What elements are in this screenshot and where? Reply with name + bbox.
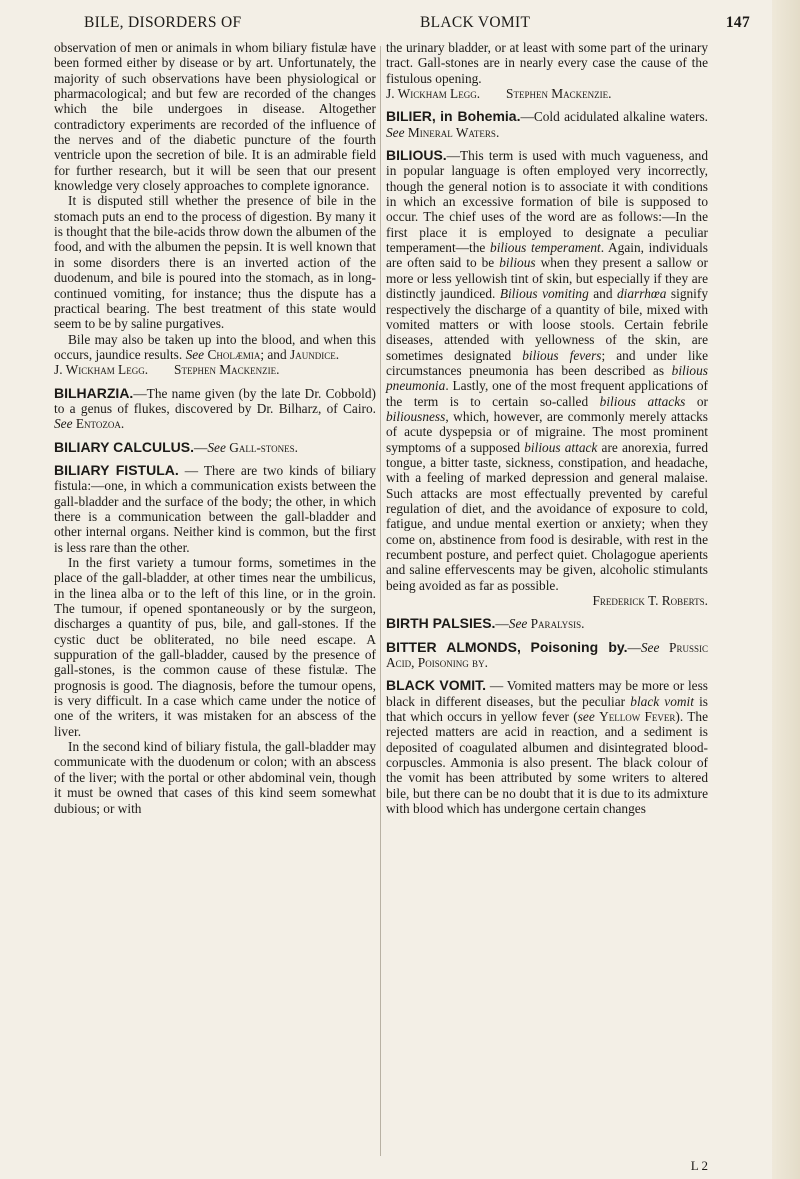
headword: BITTER ALMONDS, [386,638,521,655]
running-header [40,14,750,36]
text: . [120,416,125,432]
entry-biliary-calculus [54,440,376,455]
text: —Cold acidulated alkaline waters. [520,109,708,125]
text: . [495,124,500,140]
text: when they present a sallow or more or less yellowish tint of skin, but especially if they are distinctly jaundiced. [386,255,708,302]
author-signature [54,362,376,377]
headword: BLACK VOMIT. [386,677,487,694]
paragraph: In the second kind of biliary fistula, the gall-bladder may communicate with the duodenum or colon; with an abscess of the liver; with the portal or other abdominal vein, though it must be owned that cases of this kind seem somewhat dubious; or with [54,739,376,816]
italic-term: biliousness [386,408,446,424]
italic-term: bilious attacks [599,393,686,409]
headword: BILHARZIA. [54,384,134,401]
text: are anorexia, furred tongue, a bitter taste, sickness, constipation, and headache, with a feeling of marked depression and general malaise. Such attacks are most effectually prevented by careful regulation of diet, and the avoidance of exposure to cold, fatigue, and undue mental exertion or anxiety; when they come on, abstinence from food is desirable, with rest in the recumbent posture, and perfect quiet. Cholagogue aperients and saline effervescents may be given, alcoholic stimulants being avoided as far as possible. [386,439,708,593]
headword: BILIER, [386,108,436,125]
paragraph: It is disputed still whether the presence of bile in the stomach puts an end to the process of digestion. By many it is thought that the bile-acids throw down the albumen of the food, and with the albumen the pepsin. It is well known that in some disorders there is an inverted action of the duodenum, and bile is poured into the stomach, as in long-continued vomiting, for instance; thus the dispute has a practical bearing. The best treatment of this state would seem to be by saline purgatives. [54,193,376,332]
italic-term: diarrhœa [617,286,667,302]
text: Bile may also be taken up into the blood, and when this occurs, jaundice results. [54,331,376,362]
entry-biliary-fistula [54,463,376,555]
author-name: Stephen Mackenzie. [174,362,280,378]
cross-reference: Cholæmia [207,346,261,362]
text: ). The rejected matters are acid in reaction, and a sediment is deposited of coagulated albumen and disintegrated blood-corpuscles. Ammonia is also present. The black colour of the vomit has been attributed by some writers to altered bile, but there can be no doubt that it is due to its admixture with blood which has undergone certain changes [386,709,708,817]
text: — [495,616,509,632]
author-name: J. Wickham Legg. [54,362,149,378]
headword: BILIARY FISTULA. [54,461,179,478]
text: , which, however, are commonly merely attacks of acute dyspepsia or of migraine. The most prominent symptoms of a supposed [386,408,708,455]
cross-reference: Jaundice [290,346,336,362]
author-signature [386,593,708,608]
paragraph [54,332,376,363]
italic-term: Bilious vomiting [499,286,589,302]
entry-bilharzia [54,386,376,432]
entry-bitter-almonds [386,640,708,671]
author-name: Frederick T. Roberts. [592,593,708,609]
left-column [54,40,376,816]
text: —The name given (by the late Dr. Cobbold) to a genus of flukes, discovered by Dr. Bilharz, of Cairo. [54,385,376,416]
text: . Lastly, one of the most frequent applications of the term is to certain so-called [386,378,708,409]
see-label: See [207,439,226,455]
author-name: Stephen Mackenzie. [506,86,612,102]
entry-birth-palsies [386,616,708,631]
headword: Poisoning by. [530,638,628,655]
see-label: See [185,346,205,362]
see-label: See [640,639,660,655]
text: — [194,439,208,455]
right-column [386,40,708,817]
column-divider [380,46,381,1156]
entry-bilious [386,148,708,593]
headword: BIRTH PALSIES. [386,615,496,632]
header-left-title: BILE, DISORDERS OF [84,14,242,31]
italic-term: black vomit [630,693,694,709]
text: . [484,655,488,671]
text: — [627,639,641,655]
text: . [581,616,585,632]
headword: BILIARY CALCULUS. [54,438,194,455]
text: or [696,393,708,409]
italic-term: bilious temperament [490,240,601,256]
text: . [294,439,298,455]
text: ; and under like circumstances pneumonia has been described as [386,347,708,378]
cross-reference: Mineral Waters [407,124,496,140]
author-signature [386,86,708,101]
headword: in Bohemia. [440,108,521,125]
italic-term: bilious [499,255,536,271]
text: ; and [260,346,287,362]
paragraph: the urinary bladder, or at least with some part of the urinary tract. Gall-stones are in nearly every case the cause of the fistulous opening. [386,40,708,86]
page-number: 147 [725,14,750,31]
see-label: See [54,416,73,432]
text: is that which occurs in yellow fever ( [386,693,708,725]
headword: BILIOUS. [386,147,447,164]
text: and [593,286,613,302]
italic-term: bilious attack [524,439,598,455]
signature-mark: L 2 [690,1158,708,1173]
page-edge [772,0,800,1179]
cross-reference: Prussic Acid, Poisoning by [386,639,708,671]
italic-term: bilious pneumonia [386,362,708,394]
text: — There are two kinds of biliary fistula:—one, in which a communication exists between the gall-bladder and the surface of the body; the other, in which there is a communication between the gall-bladder and other internal organs. Neither kind is common, but the first is less rare than the other. [54,462,376,555]
paragraph: In the first variety a tumour forms, sometimes in the place of the gall-bladder, at other times near the umbilicus, in the linea alba or to the left of this line, or in the groin. The tumour, if opened spontaneously or by the surgeon, discharges a quantity of pus, bile, and gall-stones. If the cystic duct be obliterated, no bile need escape. A suppuration of the gall-bladder, caused by the presence of gall-stones, is the common cause of these fistulæ. The prognosis is good. The diagnosis, before the tumour opens, is very difficult. In a case which came under the notice of one of the writers, it was mistaken for an abscess of the liver. [54,555,376,739]
see-label: see [577,709,595,725]
see-label: See [508,616,528,632]
text: signify respectively the discharge of a quantity of bile, mixed with vomited matters or with loose stools. Certain febrile diseases, attended with yellowness of the skin, are sometimes designated [386,286,708,363]
see-label: See [386,124,405,140]
entry-black-vomit [386,678,708,816]
entry-bilier [386,109,708,140]
italic-term: bilious fevers [522,347,602,363]
paragraph: observation of men or animals in whom biliary fistulæ have been formed either by disease or by art. Unfortunately, the majority of such observations have been physiological or pharmacological; and but few are recorded of the changes which the bile undergoes in disease. Altogether contradictory experiments are recorded of the influence of the nerves and of the diabetic puncture of the fourth ventricle upon the secretion of bile. It is an admirable field for further research, but it will be seen that our present knowledge very closely approaches to complete ignorance. [54,40,376,194]
author-name: J. Wickham Legg. [386,86,481,102]
cross-reference: Gall-stones [229,439,295,455]
cross-reference: Yellow Fever [599,709,676,725]
cross-reference: Paralysis [530,616,582,632]
text: — Vomited matters may be more or less black in different diseases, but the peculiar [386,678,708,709]
text: —This term is used with much vagueness, and in popular language is often employed very incorrectly, though the general notion is to associate it with conditions in which an excessive formation of bile is supposed to occur. The chief uses of the word are as follows:—In the first place it is employed to designate a peculiar temperament—the [386,148,708,256]
header-right-title: BLACK VOMIT [420,14,531,31]
cross-reference: Entozoa [75,416,121,432]
text: . Again, individuals are often said to be [386,240,708,271]
text: . [335,346,340,362]
